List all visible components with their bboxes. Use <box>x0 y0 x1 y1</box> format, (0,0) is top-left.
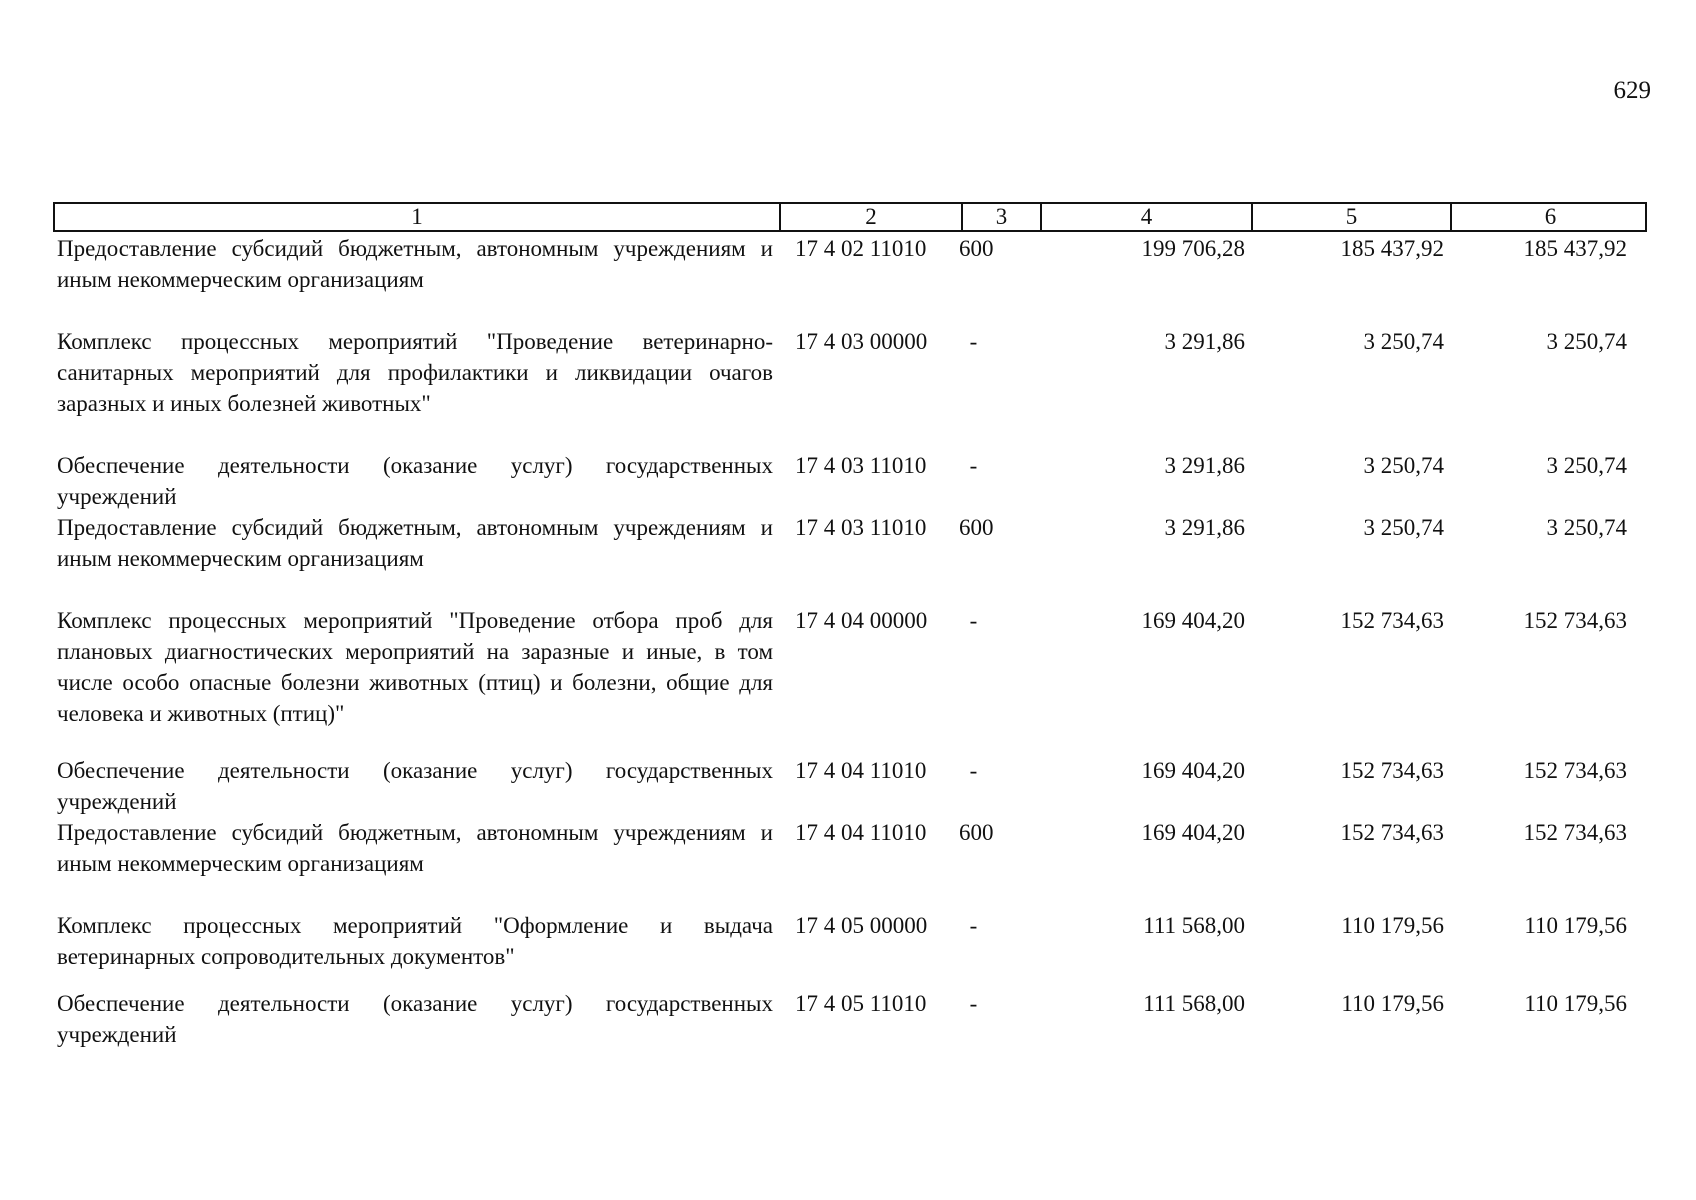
table-row <box>53 910 1647 972</box>
row-value-6: 152 734,63 <box>1523 758 1627 783</box>
row-vr: 600 <box>959 236 994 261</box>
row-value-6: 185 437,92 <box>1523 236 1627 261</box>
table-row <box>53 326 1647 419</box>
row-name: Комплекс процессных мероприятий "Оформление и выдача ветеринарных сопроводительных документов" <box>57 913 773 969</box>
row-value-6: 110 179,56 <box>1524 913 1627 938</box>
row-name: Обеспечение деятельности (оказание услуг) государственных учреждений <box>57 453 773 509</box>
row-code: 17 4 03 11010 <box>795 453 927 478</box>
table-row <box>53 605 1647 729</box>
row-name: Предоставление субсидий бюджетным, автономным учреждениям и иным некоммерческим организациям <box>57 820 773 876</box>
row-value-4: 169 404,20 <box>1141 758 1245 783</box>
row-value-4: 169 404,20 <box>1141 820 1245 845</box>
row-vr: 600 <box>959 820 994 845</box>
row-vr: - <box>969 329 978 354</box>
row-value-5: 185 437,92 <box>1340 236 1444 261</box>
row-value-5: 3 250,74 <box>1363 453 1444 478</box>
row-name: Обеспечение деятельности (оказание услуг) государственных учреждений <box>57 758 773 814</box>
row-vr: - <box>969 608 978 633</box>
row-code: 17 4 03 11010 <box>795 515 927 540</box>
table-row <box>53 450 1647 512</box>
row-vr: 600 <box>959 515 994 540</box>
table-row <box>53 988 1647 1050</box>
row-value-4: 169 404,20 <box>1141 608 1245 633</box>
row-value-4: 3 291,86 <box>1164 453 1245 478</box>
row-value-5: 110 179,56 <box>1341 913 1444 938</box>
row-vr: - <box>969 913 978 938</box>
table-row <box>53 755 1647 817</box>
row-vr: - <box>969 453 978 478</box>
row-value-6: 152 734,63 <box>1523 608 1627 633</box>
row-value-5: 152 734,63 <box>1340 820 1444 845</box>
row-vr: - <box>969 991 978 1016</box>
table-row <box>53 233 1647 295</box>
row-code: 17 4 04 00000 <box>795 608 928 633</box>
row-code: 17 4 02 11010 <box>795 236 927 261</box>
row-value-4: 3 291,86 <box>1164 329 1245 354</box>
column-header-4: 4 <box>1040 204 1251 230</box>
row-value-6: 152 734,63 <box>1523 820 1627 845</box>
table-row <box>53 512 1647 574</box>
row-value-4: 199 706,28 <box>1141 236 1245 261</box>
row-value-6: 3 250,74 <box>1546 515 1627 540</box>
column-header-2: 2 <box>779 204 961 230</box>
row-value-5: 3 250,74 <box>1363 515 1444 540</box>
row-name: Комплекс процессных мероприятий "Проведение ветеринарно-санитарных мероприятий для профилактики и ликвидации очагов заразных и иных болезней животных" <box>57 329 773 416</box>
row-code: 17 4 05 11010 <box>795 991 927 1016</box>
table-header <box>53 202 1647 232</box>
row-value-5: 152 734,63 <box>1340 608 1444 633</box>
row-code: 17 4 04 11010 <box>795 758 927 783</box>
row-name: Обеспечение деятельности (оказание услуг) государственных учреждений <box>57 991 773 1047</box>
row-value-4: 111 568,00 <box>1143 991 1245 1016</box>
row-value-5: 110 179,56 <box>1341 991 1444 1016</box>
column-header-3: 3 <box>961 204 1040 230</box>
row-value-5: 3 250,74 <box>1363 329 1444 354</box>
row-code: 17 4 03 00000 <box>795 329 928 354</box>
row-name: Предоставление субсидий бюджетным, автономным учреждениям и иным некоммерческим организациям <box>57 236 773 292</box>
row-value-6: 3 250,74 <box>1546 453 1627 478</box>
row-vr: - <box>969 758 978 783</box>
column-header-6: 6 <box>1450 204 1649 230</box>
column-header-1: 1 <box>411 204 423 229</box>
row-code: 17 4 04 11010 <box>795 820 927 845</box>
row-value-4: 3 291,86 <box>1164 515 1245 540</box>
table-body <box>53 233 1647 1050</box>
row-value-5: 152 734,63 <box>1340 758 1444 783</box>
row-name: Комплекс процессных мероприятий "Проведение отбора проб для плановых диагностических мероприятий на заразные и иные, в том числе особо опасные болезни животных (птиц) и болезни, общие для человека и животных (птиц)" <box>57 608 773 726</box>
table-row <box>53 817 1647 879</box>
row-code: 17 4 05 00000 <box>795 913 928 938</box>
row-value-6: 3 250,74 <box>1546 329 1627 354</box>
page-number: 629 <box>1613 77 1651 104</box>
row-name: Предоставление субсидий бюджетным, автономным учреждениям и иным некоммерческим организациям <box>57 515 773 571</box>
column-header-5: 5 <box>1251 204 1450 230</box>
row-value-6: 110 179,56 <box>1524 991 1627 1016</box>
row-value-4: 111 568,00 <box>1143 913 1245 938</box>
